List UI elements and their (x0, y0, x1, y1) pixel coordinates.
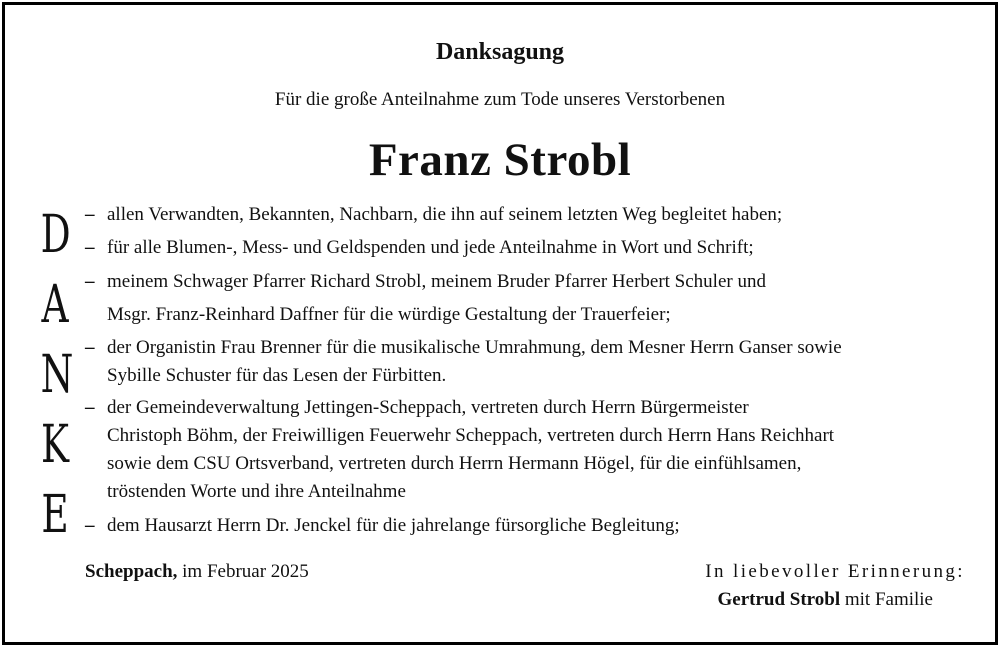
date-text: im Februar 2025 (177, 561, 309, 582)
notice-heading: Danksagung (435, 39, 565, 65)
vertical-letter-a: A (41, 275, 69, 335)
item-continuation: Christoph Böhm, der Freiwilligen Feuerwehr Scheppach, vertreten durch Herrn Hans Reichhart (107, 425, 835, 446)
dash-bullet: – (85, 515, 95, 536)
dash-bullet: – (85, 204, 95, 225)
dash-bullet: – (85, 237, 95, 258)
vertical-letter-e: E (41, 485, 69, 545)
dash-bullet: – (85, 337, 95, 358)
item-text: dem Hausarzt Herrn Dr. Jenckel für die jahrelange fürsorgliche Begleitung; (107, 515, 680, 536)
list-item (85, 267, 766, 296)
item-text: für alle Blumen-, Mess- und Geldspenden und jede Anteilnahme in Wort und Schrift; (107, 237, 754, 258)
list-item (85, 200, 782, 229)
dash-bullet: – (85, 271, 95, 292)
signer-name: Gertrud Strobl (717, 589, 841, 610)
item-continuation: sowie dem CSU Ortsverband, vertreten durch Herrn Hermann Högel, für die einfühlsamen, (107, 453, 802, 474)
list-item (85, 511, 680, 540)
list-item (85, 393, 749, 422)
item-text: der Gemeindeverwaltung Jettingen-Scheppach, vertreten durch Herrn Bürgermeister (107, 397, 749, 418)
list-item (85, 333, 842, 362)
place-date (85, 561, 309, 583)
remembrance-line: In liebevoller Erinnerung: (705, 561, 965, 582)
signer-suffix: mit Familie (840, 589, 933, 610)
obituary-card (2, 2, 998, 645)
vertical-letter-d: D (40, 205, 71, 265)
item-text: meinem Schwager Pfarrer Richard Strobl, meinem Bruder Pfarrer Herbert Schuler und (107, 271, 766, 292)
intro-text: Für die große Anteilnahme zum Tode unseres Verstorbenen (274, 89, 726, 110)
item-text: allen Verwandten, Bekannten, Nachbarn, die ihn auf seinem letzten Weg begleitet haben; (107, 204, 783, 225)
dash-bullet: – (85, 397, 95, 418)
vertical-letter-n: N (40, 345, 74, 405)
item-continuation: tröstenden Worte und ihre Anteilnahme (107, 481, 406, 502)
list-item (85, 233, 754, 262)
item-text: der Organistin Frau Brenner für die musikalische Umrahmung, dem Mesner Herrn Ganser sowie (107, 337, 842, 358)
item-continuation: Sybille Schuster für das Lesen der Fürbitten. (107, 365, 447, 386)
place-name: Scheppach, (85, 561, 178, 582)
vertical-letter-k: K (41, 415, 69, 475)
item-continuation: Msgr. Franz-Reinhard Daffner für die würdige Gestaltung der Trauerfeier; (107, 304, 671, 325)
signature-line (717, 589, 933, 611)
deceased-name: Franz Strobl (368, 134, 632, 186)
